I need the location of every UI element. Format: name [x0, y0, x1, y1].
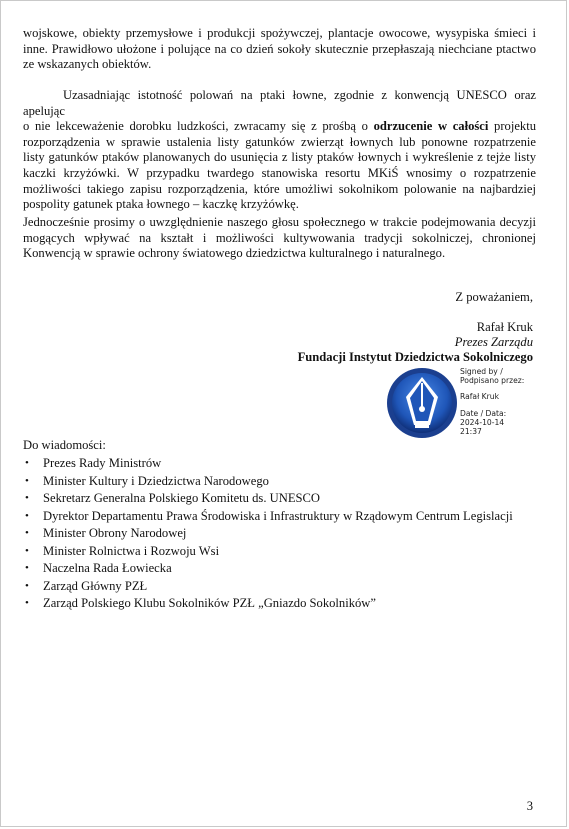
text-line: możliwości takiego zapisu rozporządzenia, które umożliwi sokolnikom polowanie na najbardziej: [23, 181, 536, 196]
bullet-icon: •: [25, 509, 29, 522]
text-run: o nie lekceważenie dorobku ludzkości, zwracamy się z prośbą o: [23, 119, 374, 134]
paragraph-appeal: [23, 88, 536, 213]
list-item-label: Naczelna Rada Łowiecka: [43, 561, 172, 575]
list-item-label: Minister Kultury i Dziedzictwa Narodowego: [43, 473, 269, 488]
list-item-label: Prezes Rady Ministrów: [43, 456, 162, 470]
list-item: [23, 473, 513, 491]
list-item-label: Dyrektor Departamentu Prawa Środowiska i Infrastruktury w Rządowym Centrum Legislacji: [43, 508, 513, 523]
page-number: 3: [526, 799, 533, 813]
signature-time: 21:37: [460, 427, 482, 437]
text-line: Konwencją w sprawie ochrony światowego dziedzictwa kulturalnego i naturalnego.: [23, 246, 446, 261]
paragraph-request: [23, 215, 536, 262]
bullet-icon: •: [25, 474, 29, 487]
signed-by-label: Podpisano przez:: [460, 376, 525, 386]
bullet-icon: •: [25, 492, 29, 504]
bullet-icon: •: [25, 562, 29, 574]
signer-text: Rafał Kruk: [460, 392, 499, 402]
list-item: [23, 560, 513, 578]
bullet-icon: •: [25, 544, 29, 557]
signature-date: 2024-10-14: [460, 417, 505, 427]
signer-name: Rafał Kruk: [476, 320, 533, 334]
list-item: [23, 525, 513, 543]
signed-by-label: Signed by /: [460, 367, 503, 376]
text-line: Jednocześnie prosimy o uwzględnienie naszego głosu społecznego w trakcie podejmowania decyzji: [23, 215, 536, 229]
list-item-label: Zarząd Polskiego Klubu Sokolników PZŁ „Gniazdo Sokolników”: [43, 596, 376, 610]
signature-pen-icon: [386, 367, 458, 439]
emphasis-text: odrzucenie w całości: [373, 119, 489, 134]
bullet-icon: •: [25, 579, 29, 592]
bullet-icon: •: [25, 527, 29, 539]
digital-signature: [386, 367, 546, 441]
text-line: inne. Prawidłowo ułożone i polujące na co dzień sokoły skutecznie przepłaszają niechciane ptactwo: [23, 41, 536, 56]
bullet-icon: •: [25, 597, 29, 609]
cc-list: [23, 455, 513, 613]
text-line: kaczki krzyżówki. W przypadku twardego stanowiska resortu MKiŚ wnosimy o rozpatrzenie: [23, 165, 536, 180]
list-item: [23, 508, 513, 526]
text-line: wojskowe, obiekty przemysłowe i produkcji spożywczej, plantacje owocowe, wysypiska śmieci i: [23, 26, 536, 40]
text-line: apelując: [23, 103, 65, 118]
signer-role: Prezes Zarządu: [454, 335, 533, 349]
closing-greeting: Z poważaniem,: [455, 290, 533, 304]
list-item: [23, 490, 513, 508]
list-item-label: Sekretarz Generalna Polskiego Komitetu ds. UNESCO: [43, 491, 321, 505]
paragraph-intro: [23, 26, 536, 73]
text-line: listy gatunków ptaków planowanych do usunięcia z listy ptaków łownych i wykreślenie z tejże listy: [23, 150, 536, 165]
list-item: [23, 595, 513, 613]
signature-details: [460, 367, 550, 436]
text-line: Uzasadniając istotność polowań na ptaki łowne, zgodnie z konwencją UNESCO oraz: [63, 88, 536, 102]
date-label: Date / Data:: [460, 408, 507, 418]
list-item-label: Minister Rolnictwa i Rozwoju Wsi: [43, 543, 220, 558]
text-line: mogących wpływać na kształt i możliwości kultywowania tradycji sokolniczej, chronionej: [23, 230, 536, 245]
list-item: [23, 543, 513, 561]
text-run: projektu: [488, 119, 537, 134]
cc-title: Do wiadomości:: [23, 438, 106, 452]
text-line: ze wskazanych obiektów.: [23, 57, 152, 72]
list-item-label: Minister Obrony Narodowej: [43, 526, 187, 540]
organization-name: Fundacji Instytut Dziedzictwa Sokolniczego: [297, 350, 533, 364]
list-item-label: Zarząd Główny PZŁ: [43, 578, 148, 593]
text-line: [23, 119, 536, 135]
text-line: rozporządzenia w sprawie ustalenia listy gatunków zwierząt łownych lub ponowne rozpatrzenie: [23, 134, 536, 149]
bullet-icon: •: [25, 457, 29, 469]
list-item: [23, 455, 513, 473]
text-line: pospolity gatunek ptaka łownego – kaczkę krzyżówkę.: [23, 197, 299, 212]
list-item: [23, 578, 513, 596]
